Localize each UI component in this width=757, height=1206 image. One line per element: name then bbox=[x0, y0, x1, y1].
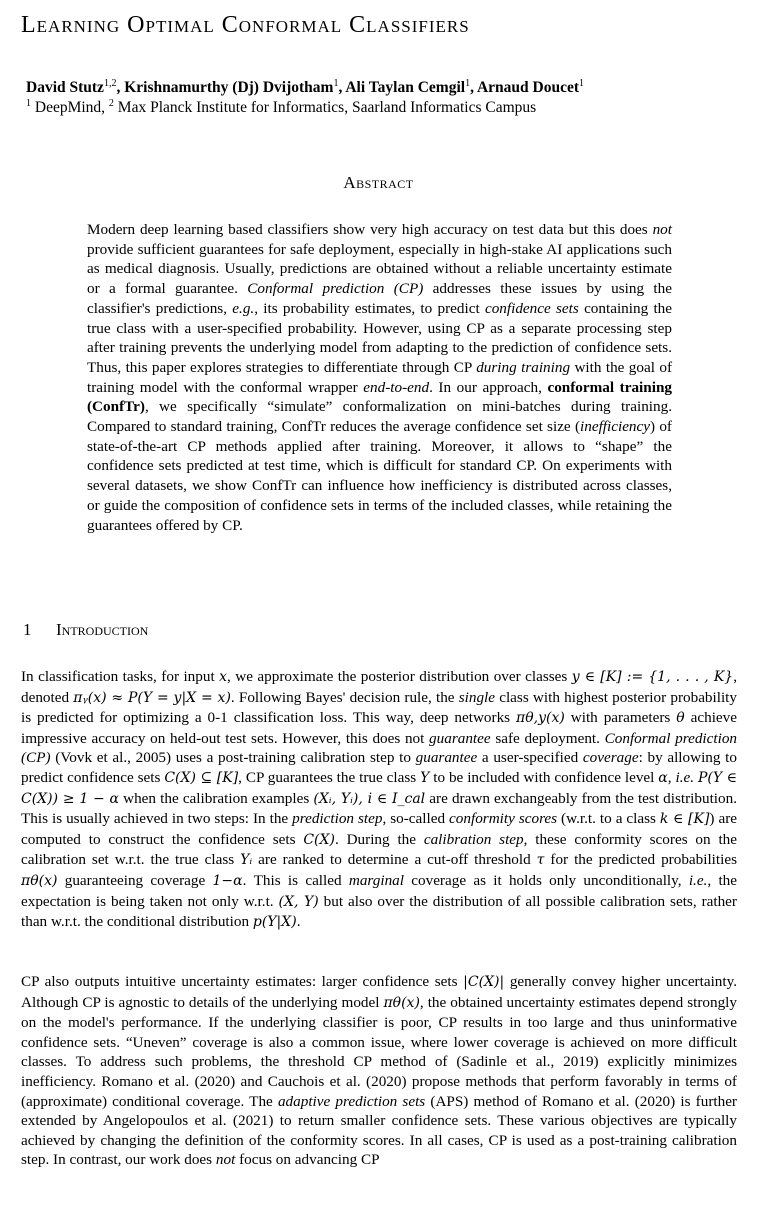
math-expression: (Xᵢ, Yᵢ), i ∈ I_cal bbox=[313, 790, 426, 807]
abstract-body bbox=[87, 220, 672, 535]
math-expression: k ∈ [K] bbox=[659, 811, 710, 828]
math-expression: p(Y|X) bbox=[252, 914, 297, 931]
intro-paragraph-1 bbox=[21, 667, 737, 933]
text-run: to be included with confidence level bbox=[429, 768, 659, 786]
math-expression: 1−α bbox=[212, 872, 243, 889]
emphasis-text: adaptive prediction sets bbox=[277, 1092, 426, 1110]
math-expression: πᵧ(x) ≈ P(Y = y|X = x) bbox=[73, 689, 231, 706]
math-expression: Y bbox=[420, 769, 430, 786]
text-run: , CP guarantees the true class bbox=[238, 768, 421, 786]
text-run: . During the bbox=[334, 830, 424, 848]
math-expression: C(X) bbox=[303, 831, 335, 848]
text-run: when the calibration examples bbox=[119, 789, 314, 807]
text-run: , denoted bbox=[21, 668, 737, 706]
text-run: (APS) method of Romano et al. (2020) is further extended by Angelopoulos et al. (2021) to return smaller confidence sets. These various objectives are typically achieved by changing the definition of the conformity scores. In all cases, CP is used as a post-training calibration step. In contrast, our work does bbox=[21, 1092, 737, 1169]
text-run: but also over the distribution of all possible calibration sets, rather than w.r.t. the conditional distribution bbox=[21, 892, 737, 931]
author-affiliation-mark: 1,2 bbox=[103, 78, 117, 89]
text-run: guaranteeing coverage bbox=[57, 871, 213, 889]
text-run: : by allowing to predict confidence sets bbox=[21, 749, 737, 786]
affiliation-mark: 2 bbox=[108, 98, 114, 109]
text-run: CP also outputs intuitive uncertainty estimates: larger confidence sets bbox=[21, 973, 464, 990]
text-run: containing the true class with a user-specified probability. However, using CP as a separate processing step after training prevents the underlying model from adapting to the prediction of confidence sets. Thus, this paper explores strategies to differentiate through CP bbox=[87, 299, 673, 376]
section-title: Introduction bbox=[56, 620, 149, 639]
math-expression: πθ(x) bbox=[21, 872, 58, 889]
affiliation-list bbox=[26, 99, 746, 117]
emphasis-text: during training bbox=[476, 358, 571, 376]
author-affiliation-mark: 1 bbox=[333, 78, 339, 89]
author-name: Krishnamurthy (Dj) Dvijotham bbox=[124, 79, 334, 96]
text-run: (w.r.t. to a class bbox=[557, 810, 660, 828]
emphasis-text: confidence sets bbox=[484, 299, 579, 317]
text-run: addresses these issues by using the classifier's predictions, bbox=[87, 280, 672, 317]
text-run: focus on advancing CP bbox=[235, 1151, 380, 1169]
emphasis-text: e.g. bbox=[232, 299, 255, 317]
math-expression: Yᵢ bbox=[240, 852, 253, 869]
text-run: are ranked to determine a cut-off threshold bbox=[252, 851, 537, 869]
text-run: . Following Bayes' decision rule, the bbox=[230, 688, 459, 706]
emphasis-text: conformity scores bbox=[449, 810, 558, 828]
math-expression: πθ(x) bbox=[383, 994, 420, 1011]
paper-title: Learning Optimal Conformal Classifiers bbox=[21, 12, 470, 38]
emphasis-text: inefficiency bbox=[580, 418, 651, 436]
emphasis-text: end-to-end bbox=[363, 378, 430, 396]
text-run: . bbox=[296, 913, 301, 931]
text-run: (Vovk et al., 2005) uses a post-training calibration step to bbox=[50, 749, 416, 767]
section-heading bbox=[23, 620, 723, 640]
math-expression: x bbox=[219, 669, 228, 685]
emphasis-text: prediction step bbox=[292, 810, 383, 828]
affiliation-text: DeepMind, bbox=[34, 99, 106, 116]
math-expression: τ bbox=[536, 852, 545, 869]
text-run: , so-called bbox=[382, 810, 450, 828]
math-expression: α bbox=[658, 769, 668, 786]
text-run: , bbox=[667, 768, 676, 786]
emphasis-text: coverage bbox=[582, 749, 639, 767]
emphasis-text: guarantee bbox=[429, 729, 491, 747]
text-run: Modern deep learning based classifiers show very high accuracy on test data but this does bbox=[87, 221, 653, 238]
emphasis-text: i.e. bbox=[688, 871, 708, 889]
text-run: class with highest posterior probability is predicted for optimizing a 0-1 classification loss. This way, deep networks bbox=[21, 688, 737, 727]
emphasis-text: Conformal prediction (CP) bbox=[21, 729, 738, 767]
emphasis-text: not bbox=[215, 1151, 236, 1169]
emphasis-text: not bbox=[652, 221, 672, 238]
math-expression: πθ,y(x) bbox=[516, 710, 565, 727]
text-run: , the expectation is being taken not only w.r.t. bbox=[21, 871, 738, 910]
section-number: 1 bbox=[23, 620, 32, 639]
math-expression: y ∈ [K] := {1, . . . , K} bbox=[571, 669, 734, 685]
text-run: coverage as it holds only unconditionally, bbox=[404, 871, 689, 889]
author-affiliation-mark: 1 bbox=[465, 78, 471, 89]
author-name: Ali Taylan Cemgil bbox=[345, 79, 466, 96]
text-run: ) are computed to construct the confidence sets bbox=[21, 810, 737, 848]
emphasis-text: i.e. bbox=[675, 768, 695, 786]
emphasis-text: marginal bbox=[348, 871, 404, 889]
emphasis-text: guarantee bbox=[415, 749, 478, 767]
text-run: are drawn exchangeably from the test distribution. This is usually achieved in two steps: In the bbox=[21, 789, 738, 828]
author-name: David Stutz bbox=[26, 79, 104, 96]
math-expression: θ bbox=[676, 710, 685, 727]
text-run: safe deployment. bbox=[490, 729, 605, 747]
emphasis-text: single bbox=[458, 688, 496, 706]
text-run: , its probability estimates, to predict bbox=[254, 299, 485, 317]
text-run: In classification tasks, for input bbox=[21, 668, 220, 685]
affiliation-text: Max Planck Institute for Informatics, Saarland Informatics Campus bbox=[117, 99, 537, 116]
text-run: achieve impressive accuracy on held-out test sets. However, this does not bbox=[21, 709, 737, 747]
text-run: . This is called bbox=[242, 871, 349, 889]
intro-paragraph-2 bbox=[21, 972, 737, 1170]
abstract-heading: Abstract bbox=[343, 173, 414, 192]
text-run: . In our approach, bbox=[429, 378, 548, 396]
emphasis-text: calibration step bbox=[423, 830, 524, 848]
text-run: with parameters bbox=[564, 709, 677, 727]
text-run: with the goal of training model with the conformal wrapper bbox=[87, 358, 672, 396]
text-run: ) of state-of-the-art CP methods applied after training. Moreover, it allows to “shape” the confidence sets predicted at test time, which is difficult for standard CP. On experiments with several datasets, we show ConfTr can influence how inefficiency is distributed across classes, or guide the composition of confidence sets in terms of the included classes, while retaining the guarantees offered by CP. bbox=[87, 418, 672, 534]
math-expression: C(X) ⊆ [K] bbox=[164, 769, 239, 786]
text-run: , we approximate the posterior distribution over classes bbox=[227, 668, 572, 685]
text-run: generally convey higher uncertainty. Although CP is agnostic to details of the underlying model bbox=[21, 973, 738, 1011]
text-run: provide sufficient guarantees for safe deployment, especially in high-stake AI applications such as medical diagnosis. Usually, predictions are obtained without a reliable uncertainty estimate or a formal guarantee. bbox=[87, 240, 672, 298]
author-list: David Stutz$^{1,2}$, Krishnamurthy (Dj) Dvijotham$^1$, Ali Taylan Cemgil$^1$, Arnaud Doucet$^1$ bbox=[26, 78, 585, 96]
math-expression: |C(X)| bbox=[463, 974, 505, 990]
author-name: Arnaud Doucet bbox=[476, 79, 580, 96]
author-affiliation-mark: 1 bbox=[579, 78, 585, 89]
text-run: , the obtained uncertainty estimates depend strongly on the model's performance. If the underlying classifier is poor, CP results in too large and thus uninformative confidence sets. “Uneven” coverage is also a common issue, where lower coverage is achieved on more difficult classes. To address such problems, the threshold CP method of (Sadinle et al., 2019) explicitly minimizes inefficiency. Romano et al. (2020) and Cauchois et al. (2020) propose methods that perform favorably in terms of (approximate) conditional coverage. The bbox=[21, 993, 737, 1110]
text-run: , these conformity scores on the calibration set w.r.t. the true class bbox=[21, 830, 738, 869]
text-run: a user-specified bbox=[477, 749, 583, 767]
math-expression: (X, Y) bbox=[278, 893, 319, 910]
text-run: for the predicted probabilities bbox=[544, 851, 737, 869]
math-expression: P(Y ∈ C(X)) ≥ 1 − α bbox=[21, 769, 738, 807]
bold-text: conformal training (ConfTr) bbox=[87, 378, 672, 416]
affiliation-mark: 1 bbox=[26, 98, 31, 109]
emphasis-text: Conformal prediction (CP) bbox=[247, 280, 424, 298]
text-run: , we specifically “simulate” conformalization on mini-batches during training. Compared to standard training, ConfTr reduces the average confidence set size ( bbox=[87, 398, 672, 436]
